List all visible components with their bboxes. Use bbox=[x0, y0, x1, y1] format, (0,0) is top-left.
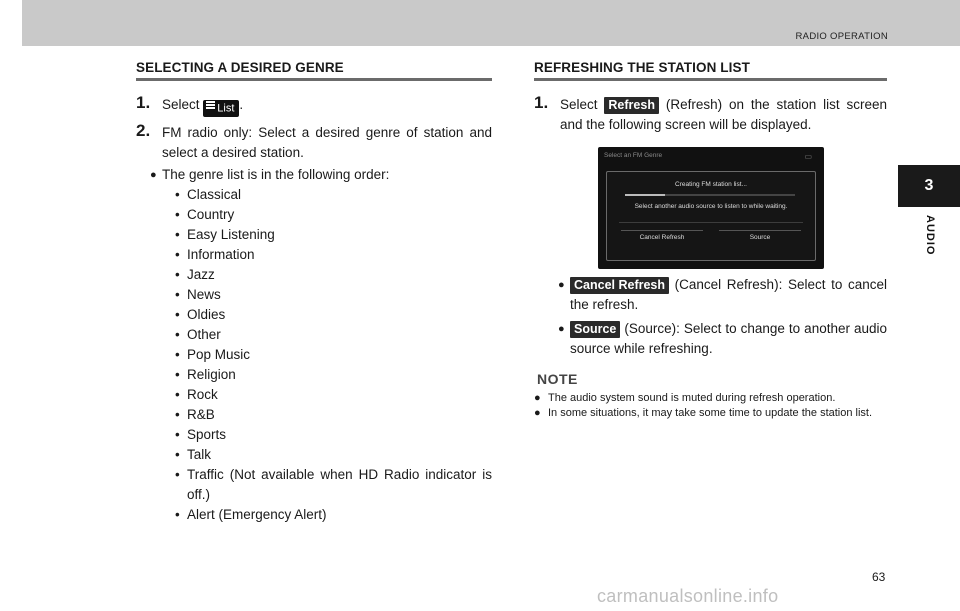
source-button[interactable]: Source bbox=[570, 321, 620, 338]
refresh-button[interactable]: Refresh bbox=[604, 97, 659, 114]
settings-icon: ▭ bbox=[804, 152, 812, 161]
step-text: Select bbox=[162, 97, 200, 112]
genre-item: • Talk bbox=[175, 447, 212, 462]
progress-bar bbox=[625, 194, 795, 196]
list-button[interactable] bbox=[203, 100, 239, 118]
genre-item: • Jazz bbox=[175, 267, 215, 282]
step-number: 1. bbox=[136, 93, 151, 112]
screen-cancel-refresh-button[interactable]: Cancel Refresh bbox=[621, 230, 703, 245]
divider bbox=[619, 222, 803, 223]
genre-item: • Pop Music bbox=[175, 347, 251, 362]
genre-item: • Rock bbox=[175, 387, 218, 402]
genre-item: • Other bbox=[175, 327, 221, 342]
genre-item: • Traffic (Not available when HD Radio indicator is off.) bbox=[175, 467, 492, 502]
genre-list bbox=[136, 185, 492, 525]
cancel-refresh-bullet: ● Cancel Refresh (Cancel Refresh): Select to cancel the refresh. bbox=[558, 277, 887, 312]
note-item: ● In some situations, it may take some time to update the station list. bbox=[534, 407, 873, 419]
genre-item: • Easy Listening bbox=[175, 227, 275, 242]
waiting-text: Select another audio source to listen to while waiting. bbox=[634, 203, 788, 210]
chapter-tab: 3 bbox=[898, 165, 960, 207]
step-1: 1. Select List . bbox=[136, 95, 492, 117]
note-dot: ● bbox=[534, 392, 541, 404]
note-title: NOTE bbox=[537, 371, 578, 387]
genre-item: • Information bbox=[175, 247, 255, 262]
progress-text: Creating FM station list... bbox=[675, 181, 747, 188]
step-text: FM radio only: Select a desired genre of station and select a desired station. bbox=[162, 125, 492, 160]
note-dot: ● bbox=[534, 407, 541, 419]
screen-illustration bbox=[598, 147, 824, 269]
section-header: RADIO OPERATION bbox=[795, 31, 888, 42]
genre-intro: ● The genre list is in the following order: bbox=[136, 165, 492, 185]
genre-item: • Oldies bbox=[175, 307, 226, 322]
progress-dialog bbox=[606, 171, 816, 261]
source-bullet: ● Source (Source): Select to change to another audio source while refreshing. bbox=[558, 321, 887, 356]
cancel-refresh-button[interactable]: Cancel Refresh bbox=[570, 277, 669, 294]
genre-item: • Alert (Emergency Alert) bbox=[175, 507, 327, 522]
bullet-dot: ● bbox=[558, 323, 565, 335]
genre-item: • Sports bbox=[175, 427, 227, 442]
left-column bbox=[136, 60, 492, 525]
genre-item: • News bbox=[175, 287, 221, 302]
step-1-refresh: 1. Select Refresh (Refresh) on the station list screen and the following screen will be displayed. bbox=[534, 93, 887, 132]
list-icon bbox=[206, 100, 215, 111]
genre-item: • R&B bbox=[175, 407, 215, 422]
bullet-dot: ● bbox=[558, 279, 565, 291]
section-title-genre: SELECTING A DESIRED GENRE bbox=[136, 60, 492, 81]
watermark: carmanualsonline.info bbox=[597, 586, 779, 606]
list-button-label: List bbox=[217, 102, 235, 114]
chapter-label: AUDIO bbox=[924, 215, 936, 256]
note-item: ● The audio system sound is muted during refresh operation. bbox=[534, 392, 836, 404]
screen-source-button[interactable]: Source bbox=[719, 230, 801, 245]
page-number: 63 bbox=[872, 570, 886, 584]
step-number: 1. bbox=[534, 93, 549, 112]
section-title-refresh: REFRESHING THE STATION LIST bbox=[534, 60, 887, 81]
screen-title: Select an FM Genre bbox=[604, 152, 663, 159]
step-number: 2. bbox=[136, 121, 151, 140]
right-column bbox=[534, 60, 887, 420]
bullet-dot: ● bbox=[150, 169, 157, 181]
genre-item: • Classical bbox=[175, 187, 242, 202]
genre-item: • Country bbox=[175, 207, 235, 222]
genre-item: • Religion bbox=[175, 367, 236, 382]
step-2 bbox=[136, 123, 492, 163]
